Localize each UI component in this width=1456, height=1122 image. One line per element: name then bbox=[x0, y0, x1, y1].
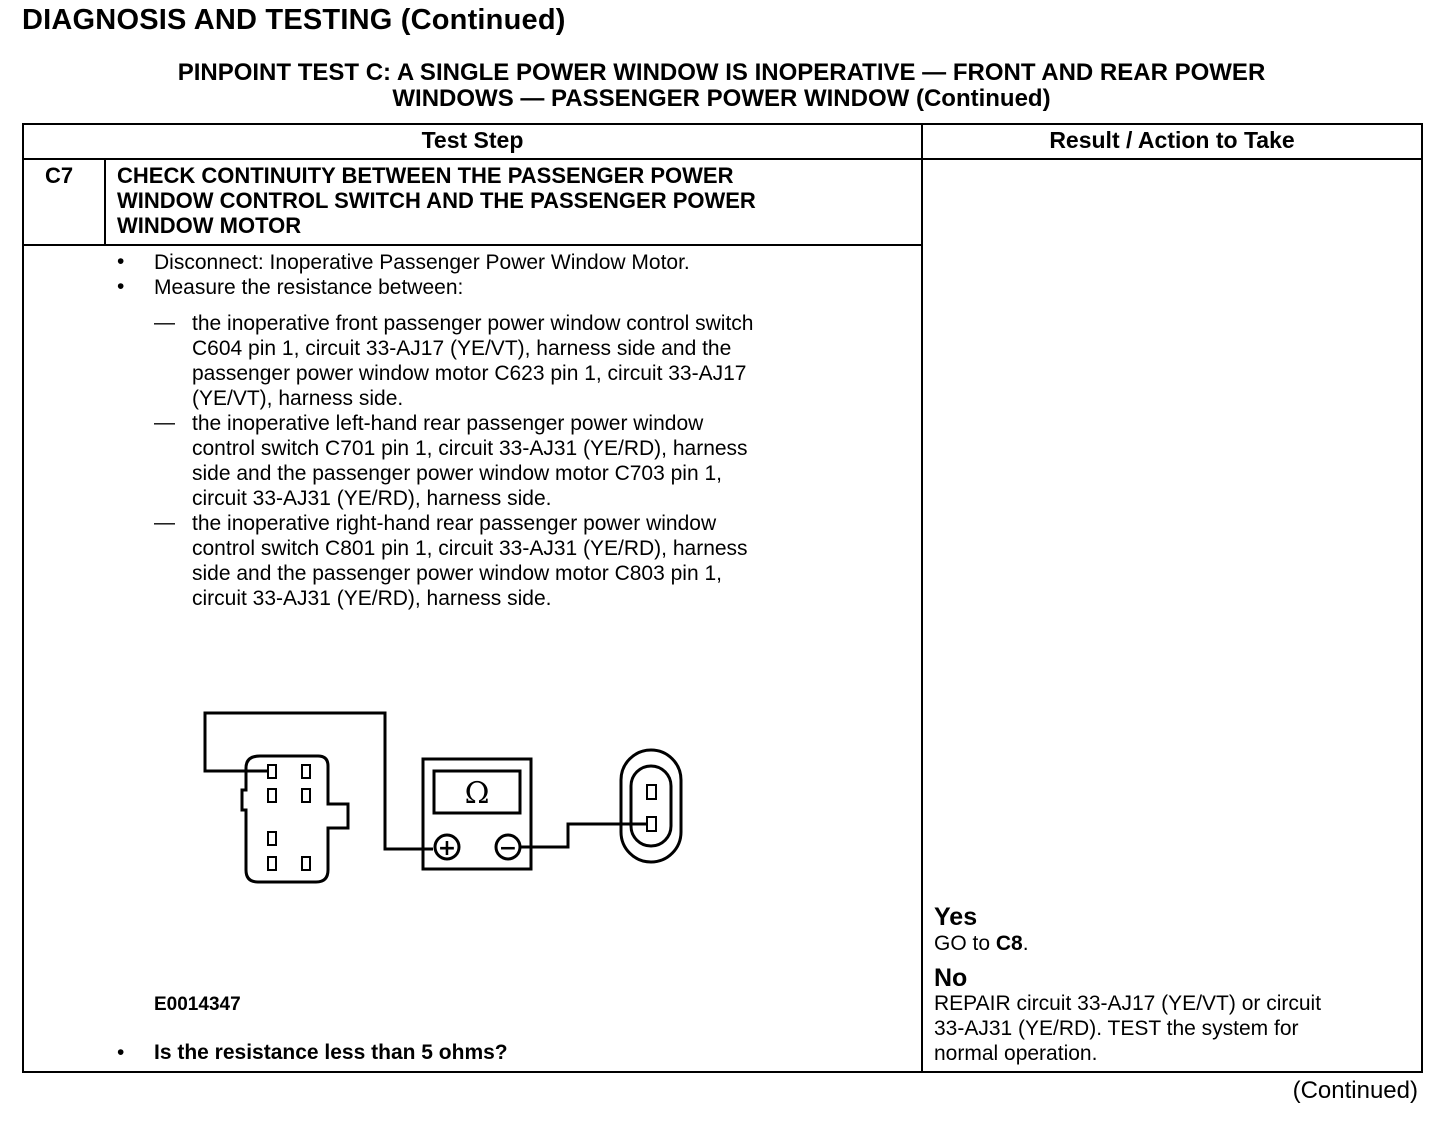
sub-item-line: the inoperative front passenger power window control switch bbox=[192, 312, 754, 335]
table-right-border bbox=[1421, 123, 1423, 1073]
bullet-disconnect: Disconnect: Inoperative Passenger Power Window Motor. bbox=[154, 251, 690, 274]
step-id: C7 bbox=[45, 163, 74, 188]
step-title bbox=[117, 163, 897, 238]
result-no-line: REPAIR circuit 33-AJ17 (YE/VT) or circuit bbox=[934, 992, 1322, 1015]
step-title-line: WINDOW MOTOR bbox=[117, 213, 302, 238]
table-left-border bbox=[22, 123, 24, 1073]
test-lead-positive bbox=[205, 713, 433, 849]
result-yes-target: C8 bbox=[995, 932, 1023, 955]
bullet-measure: Measure the resistance between: bbox=[154, 276, 464, 299]
step-title-line: CHECK CONTINUITY BETWEEN THE PASSENGER POWER bbox=[117, 163, 734, 188]
motor-connector-inner bbox=[631, 766, 671, 846]
dash-marker: — bbox=[154, 311, 175, 334]
sub-item-line: passenger power window motor C623 pin 1, circuit 33-AJ17 bbox=[192, 362, 747, 385]
ohm-symbol: Ω bbox=[464, 776, 490, 811]
result-yes-suffix: . bbox=[1022, 932, 1029, 955]
column-header-test-step: Test Step bbox=[421, 127, 524, 153]
step-title-border bbox=[22, 244, 922, 246]
motor-connector-pin bbox=[647, 785, 656, 799]
column-divider bbox=[921, 123, 923, 1073]
result-no-line: normal operation. bbox=[934, 1042, 1098, 1065]
plus-icon: + bbox=[437, 836, 457, 861]
result-yes-prefix: GO to bbox=[934, 932, 996, 955]
minus-icon: − bbox=[498, 836, 518, 861]
ohmmeter-connection-diagram bbox=[190, 700, 700, 900]
sub-item-line: circuit 33-AJ31 (YE/RD), harness side. bbox=[192, 487, 552, 510]
connector-pin bbox=[268, 789, 276, 802]
result-no-label: No bbox=[934, 964, 968, 992]
figure-id: E0014347 bbox=[154, 994, 241, 1015]
connector-pin bbox=[268, 857, 276, 870]
sub-item-line: side and the passenger power window motor C703 pin 1, bbox=[192, 462, 722, 485]
sub-item-right-rear bbox=[192, 511, 892, 611]
result-no-line: 33-AJ31 (YE/RD). TEST the system for bbox=[934, 1017, 1299, 1040]
connector-pin bbox=[268, 765, 276, 778]
motor-connector-pin bbox=[647, 817, 656, 831]
result-no-action bbox=[934, 991, 1414, 1066]
connector-pin bbox=[302, 789, 310, 802]
sub-item-line: (YE/VT), harness side. bbox=[192, 387, 404, 410]
sub-item-line: the inoperative left-hand rear passenger power window bbox=[192, 412, 704, 435]
sub-item-line: control switch C701 pin 1, circuit 33-AJ31 (YE/RD), harness bbox=[192, 437, 748, 460]
sub-item-line: side and the passenger power window motor C803 pin 1, bbox=[192, 562, 722, 585]
step-title-line: WINDOW CONTROL SWITCH AND THE PASSENGER POWER bbox=[117, 188, 756, 213]
table-bottom-border bbox=[22, 1071, 1423, 1073]
bullet-marker: • bbox=[117, 275, 125, 298]
test-question: Is the resistance less than 5 ohms? bbox=[154, 1041, 508, 1064]
dash-marker: — bbox=[154, 411, 175, 434]
sub-item-line: control switch C801 pin 1, circuit 33-AJ31 (YE/RD), harness bbox=[192, 537, 748, 560]
step-id-divider bbox=[104, 158, 106, 245]
test-lead-negative bbox=[520, 824, 648, 847]
connector-pin bbox=[302, 765, 310, 778]
bullet-marker: • bbox=[117, 250, 125, 273]
sub-item-line: the inoperative right-hand rear passenger power window bbox=[192, 512, 717, 535]
connector-pin bbox=[268, 832, 276, 845]
page-title: DIAGNOSIS AND TESTING (Continued) bbox=[22, 4, 566, 36]
control-switch-connector-shape bbox=[242, 756, 348, 882]
pinpoint-test-title-line1: PINPOINT TEST C: A SINGLE POWER WINDOW IS INOPERATIVE — FRONT AND REAR POWER bbox=[177, 59, 1266, 86]
result-yes-action bbox=[934, 931, 1414, 956]
sub-item-left-rear bbox=[192, 411, 892, 511]
sub-item-line: C604 pin 1, circuit 33-AJ17 (YE/VT), harness side and the bbox=[192, 337, 732, 360]
result-yes-label: Yes bbox=[934, 903, 978, 931]
continued-footer: (Continued) bbox=[1292, 1077, 1418, 1104]
sub-item-front bbox=[192, 311, 892, 411]
pinpoint-test-title-line2: WINDOWS — PASSENGER POWER WINDOW (Continued) bbox=[392, 85, 1051, 112]
sub-item-line: circuit 33-AJ31 (YE/RD), harness side. bbox=[192, 587, 552, 610]
connector-pin bbox=[302, 857, 310, 870]
header-row-border bbox=[22, 158, 1423, 160]
dash-marker: — bbox=[154, 511, 175, 534]
bullet-marker: • bbox=[117, 1041, 125, 1064]
column-header-result: Result / Action to Take bbox=[1049, 127, 1295, 153]
